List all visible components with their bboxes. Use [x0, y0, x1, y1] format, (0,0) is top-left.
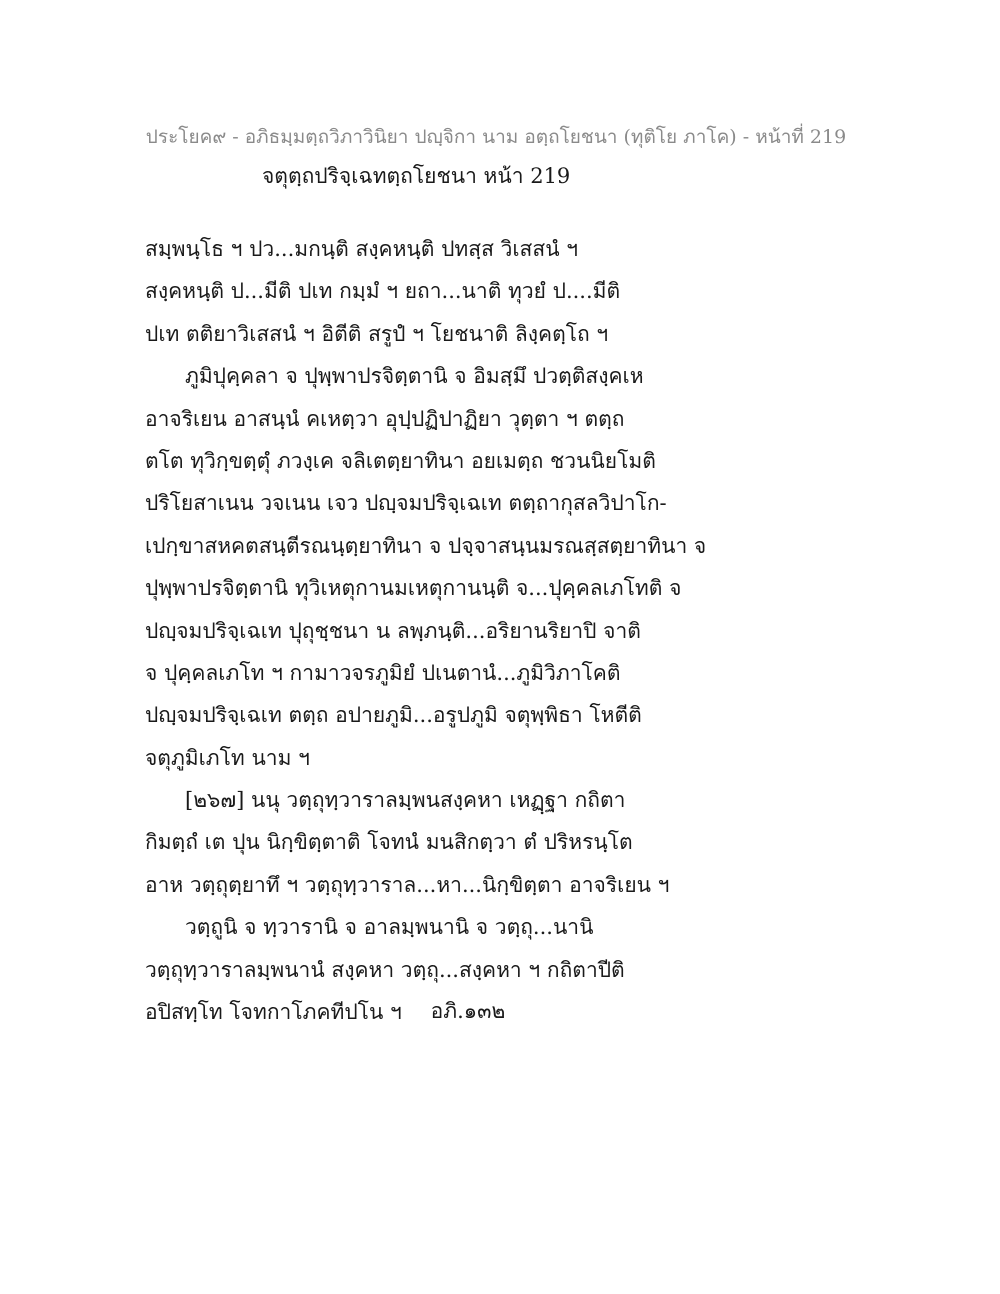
text-line: อปิสทฺโท โจทกาโภคทีปโน ฯ [145, 1000, 402, 1025]
text-line: อาจริเยน อาสนฺนํ คเหตฺวา อุปฺปฏิปาฏิยา วุตฺตา ฯ ตตฺถ [145, 406, 625, 431]
text-line: จตุภูมิเภโท นาม ฯ [145, 745, 310, 770]
text-line: [๒๖๗] นนุ วตฺถุทฺวาราลมฺพนสงฺคหา เหฏฺฐา กถิตา [185, 788, 626, 813]
text-line: ปริโยสาเนน วจเนน เจว ปญฺจมปริจฺเฉเท ตตฺถากุสลวิปาโก- [145, 491, 667, 516]
text-line: ภูมิปุคฺคลา จ ปุพฺพาปรจิตฺตานิ จ อิมสฺมึ ปวตฺติสงฺคเห [185, 364, 644, 389]
text-line: สมฺพนฺโธ ฯ ปว...มกนฺติ สงฺคหนฺติ ปทสฺส วิเสสนํ ฯ [145, 237, 579, 261]
text-line: วตฺถุทฺวาราลมฺพนานํ สงฺคหา วตฺถุ...สงฺคหา ฯ กถิตาปีติ [145, 957, 625, 982]
page-reference: อภิ.๑๓๒ [430, 999, 506, 1023]
text-line: ปญฺจมปริจฺเฉเท ปุถุชฺชนา น ลพฺภนฺติ...อริยานริยาปิ จาติ [145, 618, 641, 643]
text-line: วตฺถูนิ จ ทฺวารานิ จ อาลมฺพนานิ จ วตฺถุ...นานิ [185, 915, 594, 940]
text-line: เปกฺขาสหคตสนฺตีรณนฺตฺยาทินา จ ปจฺจาสนฺนมรณสฺสตฺยาทินา จ [145, 533, 707, 558]
text-line: ปเท ตติยาวิเสสนํ ฯ อิตีติ สรูปํ ฯ โยชนาติ ลิงฺคตฺโถ ฯ [145, 321, 609, 346]
section-title: จตุตฺถปริจฺเฉทตฺถโยชนา หน้า 219 [262, 164, 571, 188]
text-line: กิมตฺถํ เต ปุน นิกฺขิตฺตาติ โจทนํ มนสิกตฺวา ตํ ปริหรนฺโต [145, 830, 633, 855]
text-line: อาห วตฺถุตฺยาทึ ฯ วตฺถุทฺวาราล...หา...นิกฺขิตฺตา อาจริเยน ฯ [145, 872, 670, 897]
text-line: ปญฺจมปริจฺเฉเท ตตฺถ อปายภูมิ...อรูปภูมิ จตุพฺพิธา โหตีติ [145, 703, 642, 728]
text-line: ปุพฺพาปรจิตฺตานิ ทุวิเหตุกานมเหตุกานนฺติ จ...ปุคฺคลเภโทติ จ [145, 576, 682, 601]
body-text [145, 228, 865, 1033]
text-line: ตโต ทุวิกฺขตฺตุํ ภวงฺเค จลิเตตฺยาทินา อยเมตฺถ ชวนนิยโมติ [145, 448, 656, 473]
text-line: จ ปุคฺคลเภโท ฯ กามาวจรภูมิยํ ปเนตานํ...ภูมิวิภาโคติ [145, 660, 621, 685]
running-header: ประโยค๙ - อภิธมฺมตฺถวิภาวินิยา ปญฺจิกา นาม อตฺถโยชนา (ทุติโย ภาโค) - หน้าที่ 219 [145, 126, 847, 148]
text-line: สงฺคหนฺติ ป...มีติ ปเท กมฺมํ ฯ ยถา...นาติ ทุวยํ ป....มีติ [145, 279, 621, 304]
